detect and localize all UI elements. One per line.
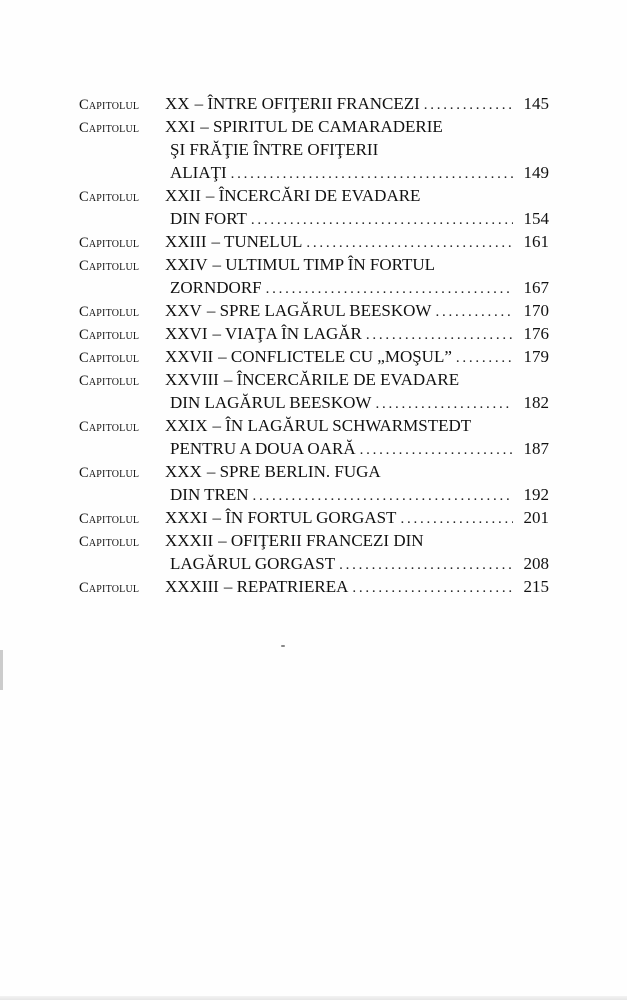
toc-entry	[79, 506, 549, 529]
chapter-label: Capitolul	[79, 189, 140, 205]
dot-leader	[400, 508, 513, 531]
chapter-label: Capitolul	[79, 327, 140, 343]
page-number: 187	[523, 439, 549, 458]
page-number: 161	[523, 232, 549, 251]
toc-entry	[79, 460, 549, 506]
chapter-label: Capitolul	[79, 120, 140, 136]
page-number: 145	[523, 94, 549, 113]
chapter-title: – ÎNCERCĂRILE DE EVADARE	[223, 370, 460, 389]
toc-entry-continuation-line	[79, 138, 549, 161]
chapter-title: PENTRU A DOUA OARĂ	[170, 439, 356, 458]
chapter-label: Capitolul	[79, 580, 140, 596]
dot-leader	[456, 347, 513, 370]
chapter-number: XXX	[165, 462, 202, 481]
chapter-label: Capitolul	[79, 350, 140, 366]
toc-entry-continuation-line	[79, 207, 549, 230]
toc-entry	[79, 529, 549, 575]
toc-entry	[79, 414, 549, 460]
chapter-number: XXI	[165, 117, 196, 136]
dot-leader	[366, 324, 513, 347]
chapter-label: Capitolul	[79, 235, 140, 251]
toc-entry-first-line	[79, 529, 549, 552]
chapter-number: XXII	[165, 186, 201, 205]
chapter-number: XXVI	[165, 324, 208, 343]
ink-speck	[281, 645, 285, 647]
page-edge-shadow	[0, 650, 3, 690]
chapter-title: – REPATRIEREA	[223, 577, 349, 596]
dot-leader	[251, 209, 513, 232]
chapter-title: – TUNELUL	[211, 232, 303, 251]
chapter-title: – SPRE LAGĂRUL BEESKOW	[206, 301, 432, 320]
toc-entry	[79, 299, 549, 322]
dot-leader	[435, 301, 513, 324]
page-bottom-edge	[0, 996, 627, 1000]
page-number: 208	[523, 554, 549, 573]
toc-entry	[79, 575, 549, 598]
dot-leader	[339, 554, 513, 577]
chapter-number: XX	[165, 94, 190, 113]
page-number: 179	[523, 347, 549, 366]
chapter-label: Capitolul	[79, 304, 140, 320]
chapter-title: – VIAŢA ÎN LAGĂR	[212, 324, 362, 343]
toc-entry	[79, 368, 549, 414]
toc-entry	[79, 115, 549, 184]
dot-leader	[253, 485, 513, 508]
chapter-title: – ÎNTRE OFIŢERII FRANCEZI	[194, 94, 420, 113]
toc-entry-continuation-line	[79, 276, 549, 299]
chapter-number: XXXII	[165, 531, 214, 550]
dot-leader	[231, 163, 513, 186]
chapter-number: XXIX	[165, 416, 208, 435]
toc-entry-first-line	[79, 322, 549, 345]
chapter-title: – ÎN FORTUL GORGAST	[212, 508, 397, 527]
page-number: 149	[523, 163, 549, 182]
chapter-number: XXXI	[165, 508, 208, 527]
chapter-label: Capitolul	[79, 511, 140, 527]
chapter-number: XXXIII	[165, 577, 219, 596]
toc-entry-first-line	[79, 506, 549, 529]
toc-entry-first-line	[79, 92, 549, 115]
chapter-title: – ÎN LAGĂRUL SCHWARMSTEDT	[212, 416, 472, 435]
chapter-title: – SPRE BERLIN. FUGA	[206, 462, 381, 481]
toc-entry-continuation-line	[79, 437, 549, 460]
toc-entry-first-line	[79, 230, 549, 253]
toc-entry	[79, 184, 549, 230]
chapter-number: XXIV	[165, 255, 208, 274]
dot-leader	[306, 232, 513, 255]
chapter-label: Capitolul	[79, 97, 140, 113]
toc-entry-continuation-line	[79, 552, 549, 575]
page-number: 176	[523, 324, 549, 343]
dot-leader	[360, 439, 513, 462]
toc-entry-first-line	[79, 575, 549, 598]
chapter-label: Capitolul	[79, 465, 140, 481]
chapter-title: – OFIŢERII FRANCEZI DIN	[218, 531, 424, 550]
toc-entry	[79, 322, 549, 345]
page-number: 201	[523, 508, 549, 527]
page-number: 182	[523, 393, 549, 412]
chapter-label: Capitolul	[79, 419, 140, 435]
dot-leader	[352, 577, 513, 600]
dot-leader	[424, 94, 513, 117]
chapter-number: XXIII	[165, 232, 207, 251]
chapter-title: – ÎNCERCĂRI DE EVADARE	[205, 186, 421, 205]
toc-entry-first-line	[79, 184, 549, 207]
page-number: 154	[523, 209, 549, 228]
chapter-title: ALIAŢI	[170, 163, 227, 182]
chapter-title: LAGĂRUL GORGAST	[170, 554, 336, 573]
toc-entry	[79, 230, 549, 253]
chapter-title: ŞI FRĂŢIE ÎNTRE OFIŢERII	[170, 140, 379, 159]
chapter-title: – SPIRITUL DE CAMARADERIE	[200, 117, 443, 136]
page-number: 215	[523, 577, 549, 596]
chapter-title: DIN LAGĂRUL BEESKOW	[170, 393, 372, 412]
chapter-title: – CONFLICTELE CU „MOŞUL”	[218, 347, 452, 366]
toc-entry	[79, 92, 549, 115]
chapter-number: XXVIII	[165, 370, 219, 389]
toc-entry-first-line	[79, 345, 549, 368]
chapter-title: DIN FORT	[170, 209, 247, 228]
chapter-title: ZORNDORF	[170, 278, 262, 297]
chapter-number: XXV	[165, 301, 202, 320]
dot-leader	[375, 393, 513, 416]
toc-entry-first-line	[79, 299, 549, 322]
chapter-label: Capitolul	[79, 534, 140, 550]
page-number: 170	[523, 301, 549, 320]
toc-entry-continuation-line	[79, 483, 549, 506]
toc-entry-first-line	[79, 115, 549, 138]
dot-leader	[266, 278, 513, 301]
toc-entry	[79, 253, 549, 299]
table-of-contents	[79, 92, 549, 598]
page-number: 167	[523, 278, 549, 297]
toc-entry-first-line	[79, 253, 549, 276]
page-number: 192	[523, 485, 549, 504]
toc-entry-continuation-line	[79, 161, 549, 184]
toc-entry	[79, 345, 549, 368]
toc-entry-first-line	[79, 368, 549, 391]
chapter-title: – ULTIMUL TIMP ÎN FORTUL	[212, 255, 436, 274]
toc-entry-first-line	[79, 460, 549, 483]
chapter-label: Capitolul	[79, 258, 140, 274]
toc-entry-first-line	[79, 414, 549, 437]
chapter-label: Capitolul	[79, 373, 140, 389]
chapter-number: XXVII	[165, 347, 214, 366]
toc-entry-continuation-line	[79, 391, 549, 414]
chapter-title: DIN TREN	[170, 485, 249, 504]
